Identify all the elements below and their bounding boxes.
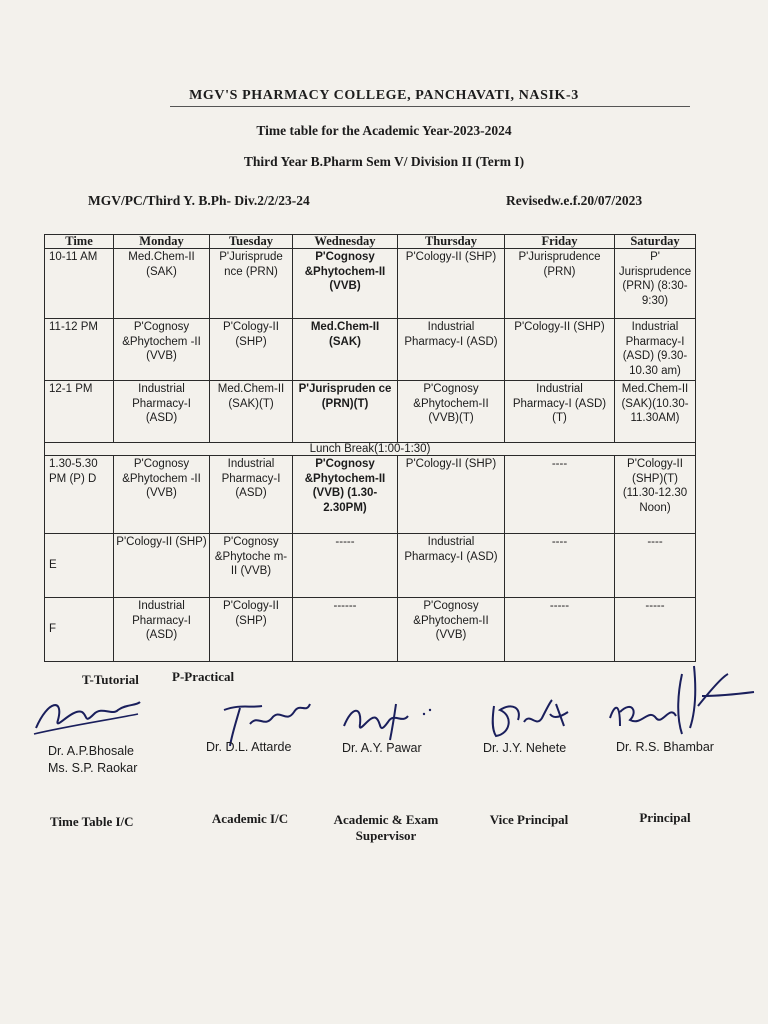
table-cell: P'Cognosy &Phytochem -II (VVB)	[114, 456, 210, 534]
table-cell: P'Cology-II (SHP)	[505, 319, 615, 381]
column-header-monday: Monday	[114, 235, 210, 249]
time-slot: 10-11 AM	[45, 249, 114, 319]
table-cell: Med.Chem-II (SAK)(T)	[210, 381, 293, 443]
document-title: Time table for the Academic Year-2023-2024	[256, 123, 512, 138]
signatory-role: Vice Principal	[489, 812, 569, 827]
time-slot: F	[45, 598, 114, 662]
table-row	[45, 598, 696, 662]
signatory-name-secondary: Ms. S.P. Raokar	[48, 761, 138, 775]
signature-nehete	[484, 692, 580, 742]
column-header-saturday: Saturday	[615, 235, 696, 249]
table-cell: -----	[505, 598, 615, 662]
table-cell: Industrial Pharmacy-I (ASD)	[398, 534, 505, 598]
reference-number: MGV/PC/Third Y. B.Ph- Div.2/2/23-24	[88, 193, 310, 208]
signatory-role: Principal	[639, 810, 691, 825]
table-cell: P'Jurispruden ce (PRN)(T)	[293, 381, 398, 443]
table-cell: Industrial Pharmacy-I (ASD) (9.30-10.30 am)	[615, 319, 696, 381]
signatory-role: Academic I/C	[211, 811, 289, 826]
revision-date: Revisedw.e.f.20/07/2023	[506, 193, 643, 208]
signature-pawar	[336, 696, 436, 742]
table-row	[45, 534, 696, 598]
table-cell: Industrial Pharmacy-I (ASD)(T)	[505, 381, 615, 443]
column-header-wednesday: Wednesday	[293, 235, 398, 249]
table-row	[45, 249, 696, 319]
timetable-header-row	[45, 235, 696, 249]
column-header-tuesday: Tuesday	[210, 235, 293, 249]
lunch-break: Lunch Break(1:00-1:30)	[45, 443, 696, 456]
table-cell: -----	[293, 534, 398, 598]
table-cell: P'Cognosy &Phytochem -II (VVB)	[114, 319, 210, 381]
table-cell: P'Cognosy &Phytochem-II (VVB) (1.30-2.30PM)	[293, 456, 398, 534]
table-cell: P'Cology-II (SHP)(T) (11.30-12.30 Noon)	[615, 456, 696, 534]
signature-bhambar	[598, 656, 758, 746]
signatory-name: Dr. A.Y. Pawar	[342, 741, 422, 755]
signatory-name: Dr. A.P.Bhosale	[48, 744, 134, 758]
column-header-thursday: Thursday	[398, 235, 505, 249]
table-cell: ----	[505, 534, 615, 598]
table-cell: P'Cology-II (SHP)	[398, 456, 505, 534]
table-cell: P' Jurisprudence (PRN) (8:30-9:30)	[615, 249, 696, 319]
table-cell: P'Cology-II (SHP)	[114, 534, 210, 598]
signature-bhosale	[28, 690, 148, 740]
signatory-role-secondary: Supervisor	[355, 828, 417, 843]
table-cell: P'Cology-II (SHP)	[398, 249, 505, 319]
table-cell: ----	[615, 534, 696, 598]
legend-tutorial: T-Tutorial	[82, 672, 139, 687]
table-cell: P'Jurisprudence (PRN)	[505, 249, 615, 319]
time-slot: 1.30-5.30 PM (P) D	[45, 456, 114, 534]
table-cell: -----	[615, 598, 696, 662]
timetable	[44, 234, 696, 662]
signatory-role: Academic & Exam	[333, 812, 439, 827]
lunch-break-row	[45, 443, 696, 456]
time-slot: 11-12 PM	[45, 319, 114, 381]
table-cell: P'Cology-II (SHP)	[210, 319, 293, 381]
table-cell: P'Cognosy &Phytochem-II (VVB)	[293, 249, 398, 319]
table-cell: Industrial Pharmacy-I (ASD)	[114, 598, 210, 662]
column-header-time: Time	[45, 235, 114, 249]
table-cell: P'Cognosy &Phytochem-II (VVB)	[398, 598, 505, 662]
table-cell: Industrial Pharmacy-I (ASD)	[210, 456, 293, 534]
column-header-friday: Friday	[505, 235, 615, 249]
table-cell: ----	[505, 456, 615, 534]
signatory-name: Dr. R.S. Bhambar	[616, 740, 714, 754]
table-cell: ------	[293, 598, 398, 662]
table-row	[45, 381, 696, 443]
header-divider	[170, 106, 690, 107]
time-slot: E	[45, 534, 114, 598]
document-subtitle: Third Year B.Pharm Sem V/ Division II (Term I)	[243, 154, 525, 169]
signatory-name: Dr. D.L. Attarde	[206, 740, 292, 754]
table-cell: Med.Chem-II (SAK)	[114, 249, 210, 319]
table-cell: Industrial Pharmacy-I (ASD)	[398, 319, 505, 381]
signatory-name: Dr. J.Y. Nehete	[483, 741, 567, 755]
table-cell: P'Cology-II (SHP)	[210, 598, 293, 662]
table-cell: Industrial Pharmacy-I (ASD)	[114, 381, 210, 443]
college-name: MGV'S PHARMACY COLLEGE, PANCHAVATI, NASIK-3	[189, 88, 579, 103]
time-slot: 12-1 PM	[45, 381, 114, 443]
table-cell: Med.Chem-II (SAK)(10.30-11.30AM)	[615, 381, 696, 443]
legend-practical: P-Practical	[172, 669, 235, 684]
table-cell: P'Cognosy &Phytoche m-II (VVB)	[210, 534, 293, 598]
signatory-role: Time Table I/C	[50, 814, 134, 829]
table-row	[45, 319, 696, 381]
table-row	[45, 456, 696, 534]
table-cell: P'Cognosy &Phytochem-II (VVB)(T)	[398, 381, 505, 443]
table-cell: Med.Chem-II (SAK)	[293, 319, 398, 381]
table-cell: P'Jurisprude nce (PRN)	[210, 249, 293, 319]
